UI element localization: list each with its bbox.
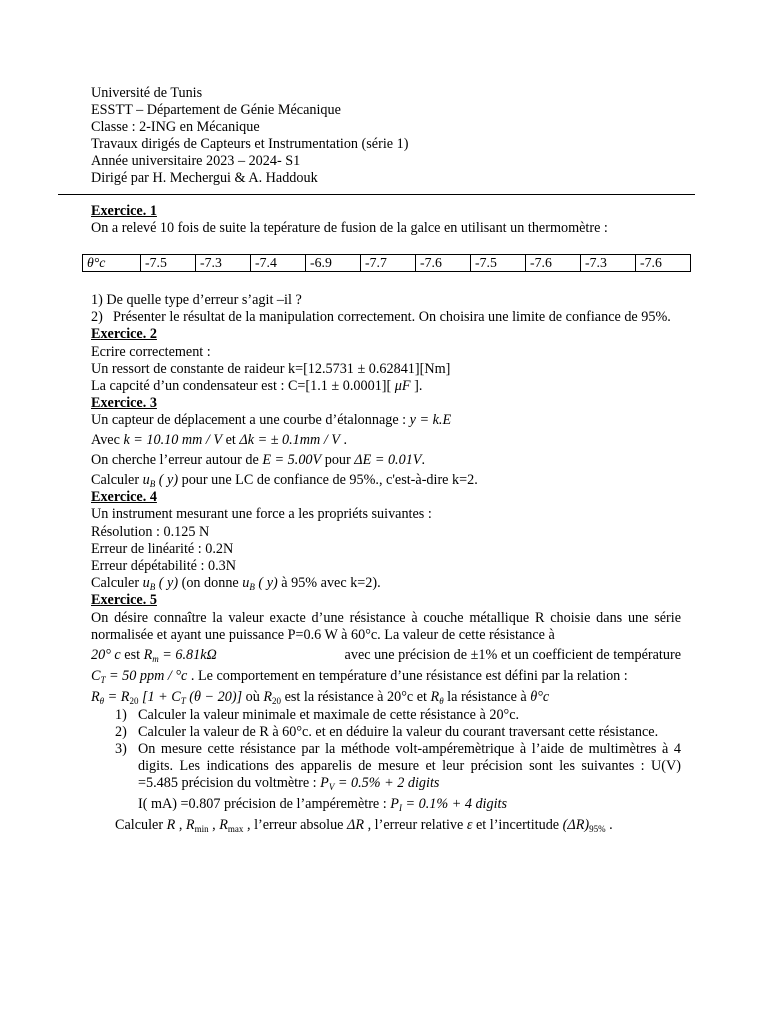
exercise-3-line-3 <box>91 452 681 469</box>
q1-number: 1) <box>115 706 127 723</box>
uncertainty-subscript: B <box>149 479 156 490</box>
table-cell: -6.9 <box>306 255 361 272</box>
exercise-5-current <box>91 796 681 813</box>
exercise-1 <box>91 203 608 237</box>
exercise-1-questions <box>91 292 681 834</box>
ex3-text: et <box>222 431 240 448</box>
ex3-text: . <box>421 451 425 468</box>
ex5-text: . Le comportement en température d’une résistance est défini par la relation : <box>187 668 628 685</box>
rm-subscript: m <box>152 654 159 665</box>
ex5-text: où <box>242 689 264 706</box>
table-cell: -7.4 <box>251 255 306 272</box>
exercise-5-line-2 <box>91 647 681 664</box>
exercise-2-line-2: Un ressort de constante de raideur k=[12.5731 ± 0.62841][Nm] <box>91 360 451 377</box>
exercise-2-title: Exercice. 2 <box>91 326 157 343</box>
q2-number: 2) <box>91 309 103 326</box>
class-name: Classe : 2-ING en Mécanique <box>91 119 260 136</box>
course-title: Travaux dirigés de Capteurs et Instrumentation (série 1) <box>91 136 409 153</box>
ex4-text: Calculer <box>91 575 143 592</box>
rmax-symbol: R <box>219 816 228 833</box>
rtheta-symbol: R <box>91 689 100 706</box>
table-cell: -7.3 <box>581 255 636 272</box>
academic-year: Année universitaire 2023 – 2024- S1 <box>91 153 301 170</box>
k-value: k = 10.10 mm / V <box>123 431 223 448</box>
exercise-4-repeatability: Erreur dépétabilité : 0.3N <box>91 558 236 575</box>
exercise-2-line-1: Ecrire correctement : <box>91 343 211 360</box>
exercise-5-paragraph: On désire connaître la valeur exacte d’une résistance à couche métallique R choisie dans une série normalisée et ayant une puissance P=0.6 W à 60°c. La valeur de cette résistance à <box>91 609 681 643</box>
table-cell: -7.5 <box>141 255 196 272</box>
ex4-text: à 95% avec k=2). <box>277 575 381 592</box>
uncertainty-arg: ( y) <box>254 575 278 592</box>
rmax-subscript: max <box>227 823 244 834</box>
exercise-1-q2 <box>91 309 681 326</box>
r20-subscript: 20 <box>272 696 282 707</box>
exercise-5-line-4 <box>91 689 681 706</box>
exercise-4-line-5 <box>91 575 681 592</box>
exercise-1-q1: 1) De quelle type d’erreur s’agit –il ? <box>91 292 302 308</box>
pv-subscript: V <box>328 782 335 793</box>
ex3-text: pour une LC de confiance de 95%., c'est-à-dire k=2. <box>178 472 478 489</box>
exercise-5-q3 <box>91 741 681 793</box>
uncertainty-arg: ( y) <box>155 472 179 489</box>
ex5-text: la résistance à <box>443 689 531 706</box>
final-text: , <box>208 816 220 833</box>
rmin-symbol: R <box>185 816 195 833</box>
uncertainty-symbol: u <box>142 575 150 592</box>
pv-symbol: P <box>320 775 329 792</box>
relation-subscript: 20 <box>129 696 139 707</box>
uncertainty-subscript: B <box>149 582 156 593</box>
theta-c: θ°c <box>530 689 550 706</box>
rm-value: = 6.81kΩ <box>158 647 217 664</box>
rtheta-subscript: θ <box>439 696 444 707</box>
table-cell: -7.6 <box>416 255 471 272</box>
exercise-5-title: Exercice. 5 <box>91 592 157 609</box>
rtheta-symbol: R <box>430 689 440 706</box>
e-value: E = 5.00V <box>262 451 322 468</box>
ex3-text: Calculer <box>91 472 143 489</box>
ex3-text: On cherche l’erreur autour de <box>91 451 263 468</box>
uncertainty-arg: ( y) <box>155 575 179 592</box>
rtheta-subscript: θ <box>99 696 105 707</box>
ex3-text: Avec <box>91 431 124 448</box>
pi-value: = 0.1% + 4 digits <box>401 795 507 812</box>
ex5-text: avec une précision de ±1% et un coefficient de température <box>344 647 681 664</box>
ex3-text: . <box>339 431 348 448</box>
rmin-subscript: min <box>194 823 209 834</box>
table-cell: -7.6 <box>526 255 581 272</box>
delta-e-value: ΔE = 0.01V <box>354 451 422 468</box>
exercise-3-title: Exercice. 3 <box>91 395 157 412</box>
delta-k-value: Δk = ± 0.1mm / V <box>239 431 340 448</box>
table-cell: -7.5 <box>471 255 526 272</box>
department-name: ESSTT – Département de Génie Mécanique <box>91 102 341 119</box>
exercise-4-resolution: Résolution : 0.125 N <box>91 523 210 540</box>
instructors: Dirigé par H. Mechergui & A. Haddouk <box>91 170 318 187</box>
uncertainty-symbol: (ΔR) <box>562 816 590 833</box>
final-text: , <box>175 816 186 833</box>
q3-text <box>138 741 681 793</box>
r20-symbol: R <box>263 689 273 706</box>
ct-subscript: T <box>100 675 106 686</box>
capacitor-unit: μF <box>394 378 411 395</box>
exercise-3-line-4 <box>91 472 681 489</box>
uncertainty-subscript: 95% <box>589 823 606 834</box>
ct-symbol: C <box>91 668 101 685</box>
ex3-text: Un capteur de déplacement a une courbe d’étalonnage : <box>91 412 410 429</box>
epsilon-symbol: ε <box>466 816 473 833</box>
q1-text: Calculer la valeur minimale et maximale de cette résistance à 20°c. <box>138 706 520 723</box>
relation-subscript: T <box>180 696 186 707</box>
university-name: Université de Tunis <box>91 85 203 101</box>
table-cell: -7.7 <box>361 255 416 272</box>
final-text: . <box>605 816 613 833</box>
exercise-4-title: Exercice. 4 <box>91 489 157 506</box>
ex5-text: est la résistance à 20°c et <box>281 689 431 706</box>
final-text: et l’incertitude <box>472 816 563 833</box>
exercise-5-line-3 <box>91 668 681 685</box>
uncertainty-subscript: B <box>249 582 255 593</box>
relation: (θ − 20)] <box>185 689 243 706</box>
exercise-4-line-1: Un instrument mesurant une force a les propriéts suivantes : <box>91 506 432 523</box>
final-text: , l’erreur absolue <box>243 816 348 833</box>
header-divider <box>58 194 695 195</box>
ct-value: = 50 ppm / °c <box>105 668 188 685</box>
uncertainty-symbol: u <box>242 575 250 592</box>
exercise-5-final <box>91 817 681 834</box>
exercise-3-line-1 <box>91 412 681 429</box>
measurement-table <box>82 254 691 272</box>
table-row <box>83 255 691 272</box>
temperature-20: 20° c <box>91 647 121 664</box>
table-header-cell: θ°c <box>83 255 141 272</box>
q3-number: 3) <box>115 741 127 758</box>
exercise-1-title: Exercice. 1 <box>91 203 157 219</box>
calibration-equation: y = k.E <box>409 412 452 429</box>
table-cell: -7.6 <box>636 255 691 272</box>
rm-symbol: R <box>143 647 153 664</box>
document-header <box>91 85 681 188</box>
final-text: Calculer <box>115 816 167 833</box>
current-text: I( mA) =0.807 précision de l’ampéremètre : <box>138 795 391 812</box>
ex5-text: est <box>120 647 144 664</box>
r-symbol: R <box>166 816 176 833</box>
pv-value: = 0.5% + 2 digits <box>334 775 440 792</box>
exercise-3-line-2 <box>91 432 681 449</box>
final-text: , l’erreur relative <box>364 816 467 833</box>
q3-body: On mesure cette résistance par la méthode volt-ampéremètrique à l’aide de multimètres à 4 digits. Les indications des apparelis de mesure et leur précision sont les suivantes : U(V) =5.485 précision du voltmètre : <box>138 741 681 792</box>
q2-number: 2) <box>115 723 127 740</box>
delta-r-symbol: ΔR <box>347 816 365 833</box>
pi-symbol: P <box>390 795 399 812</box>
table-cell: -7.3 <box>196 255 251 272</box>
capacitor-text: La capcité d’un condensateur est : C=[1.1 ± 0.0001][ <box>91 378 395 395</box>
q2-text: Présenter le résultat de la manipulation correctement. On choisira une limite de confiance de 95%. <box>113 309 671 326</box>
capacitor-end: ]. <box>410 378 423 395</box>
exercise-5-q1 <box>91 707 681 724</box>
ex3-text: pour <box>321 451 355 468</box>
exercise-5-q2 <box>91 724 681 741</box>
ex4-text: (on donne <box>178 575 243 592</box>
relation: = R <box>104 689 130 706</box>
exercise-1-intro: On a relevé 10 fois de suite la tepérature de fusion de la galce en utilisant un thermomètre : <box>91 220 608 237</box>
exercise-2-line-3 <box>91 378 681 395</box>
exercise-4-linearity: Erreur de linéarité : 0.2N <box>91 540 234 557</box>
relation: [1 + C <box>138 689 181 706</box>
pi-subscript: I <box>398 802 402 813</box>
uncertainty-symbol: u <box>142 472 150 489</box>
q2-text: Calculer la valeur de R à 60°c. et en déduire la valeur du courant traversant cette résistance. <box>138 723 659 740</box>
